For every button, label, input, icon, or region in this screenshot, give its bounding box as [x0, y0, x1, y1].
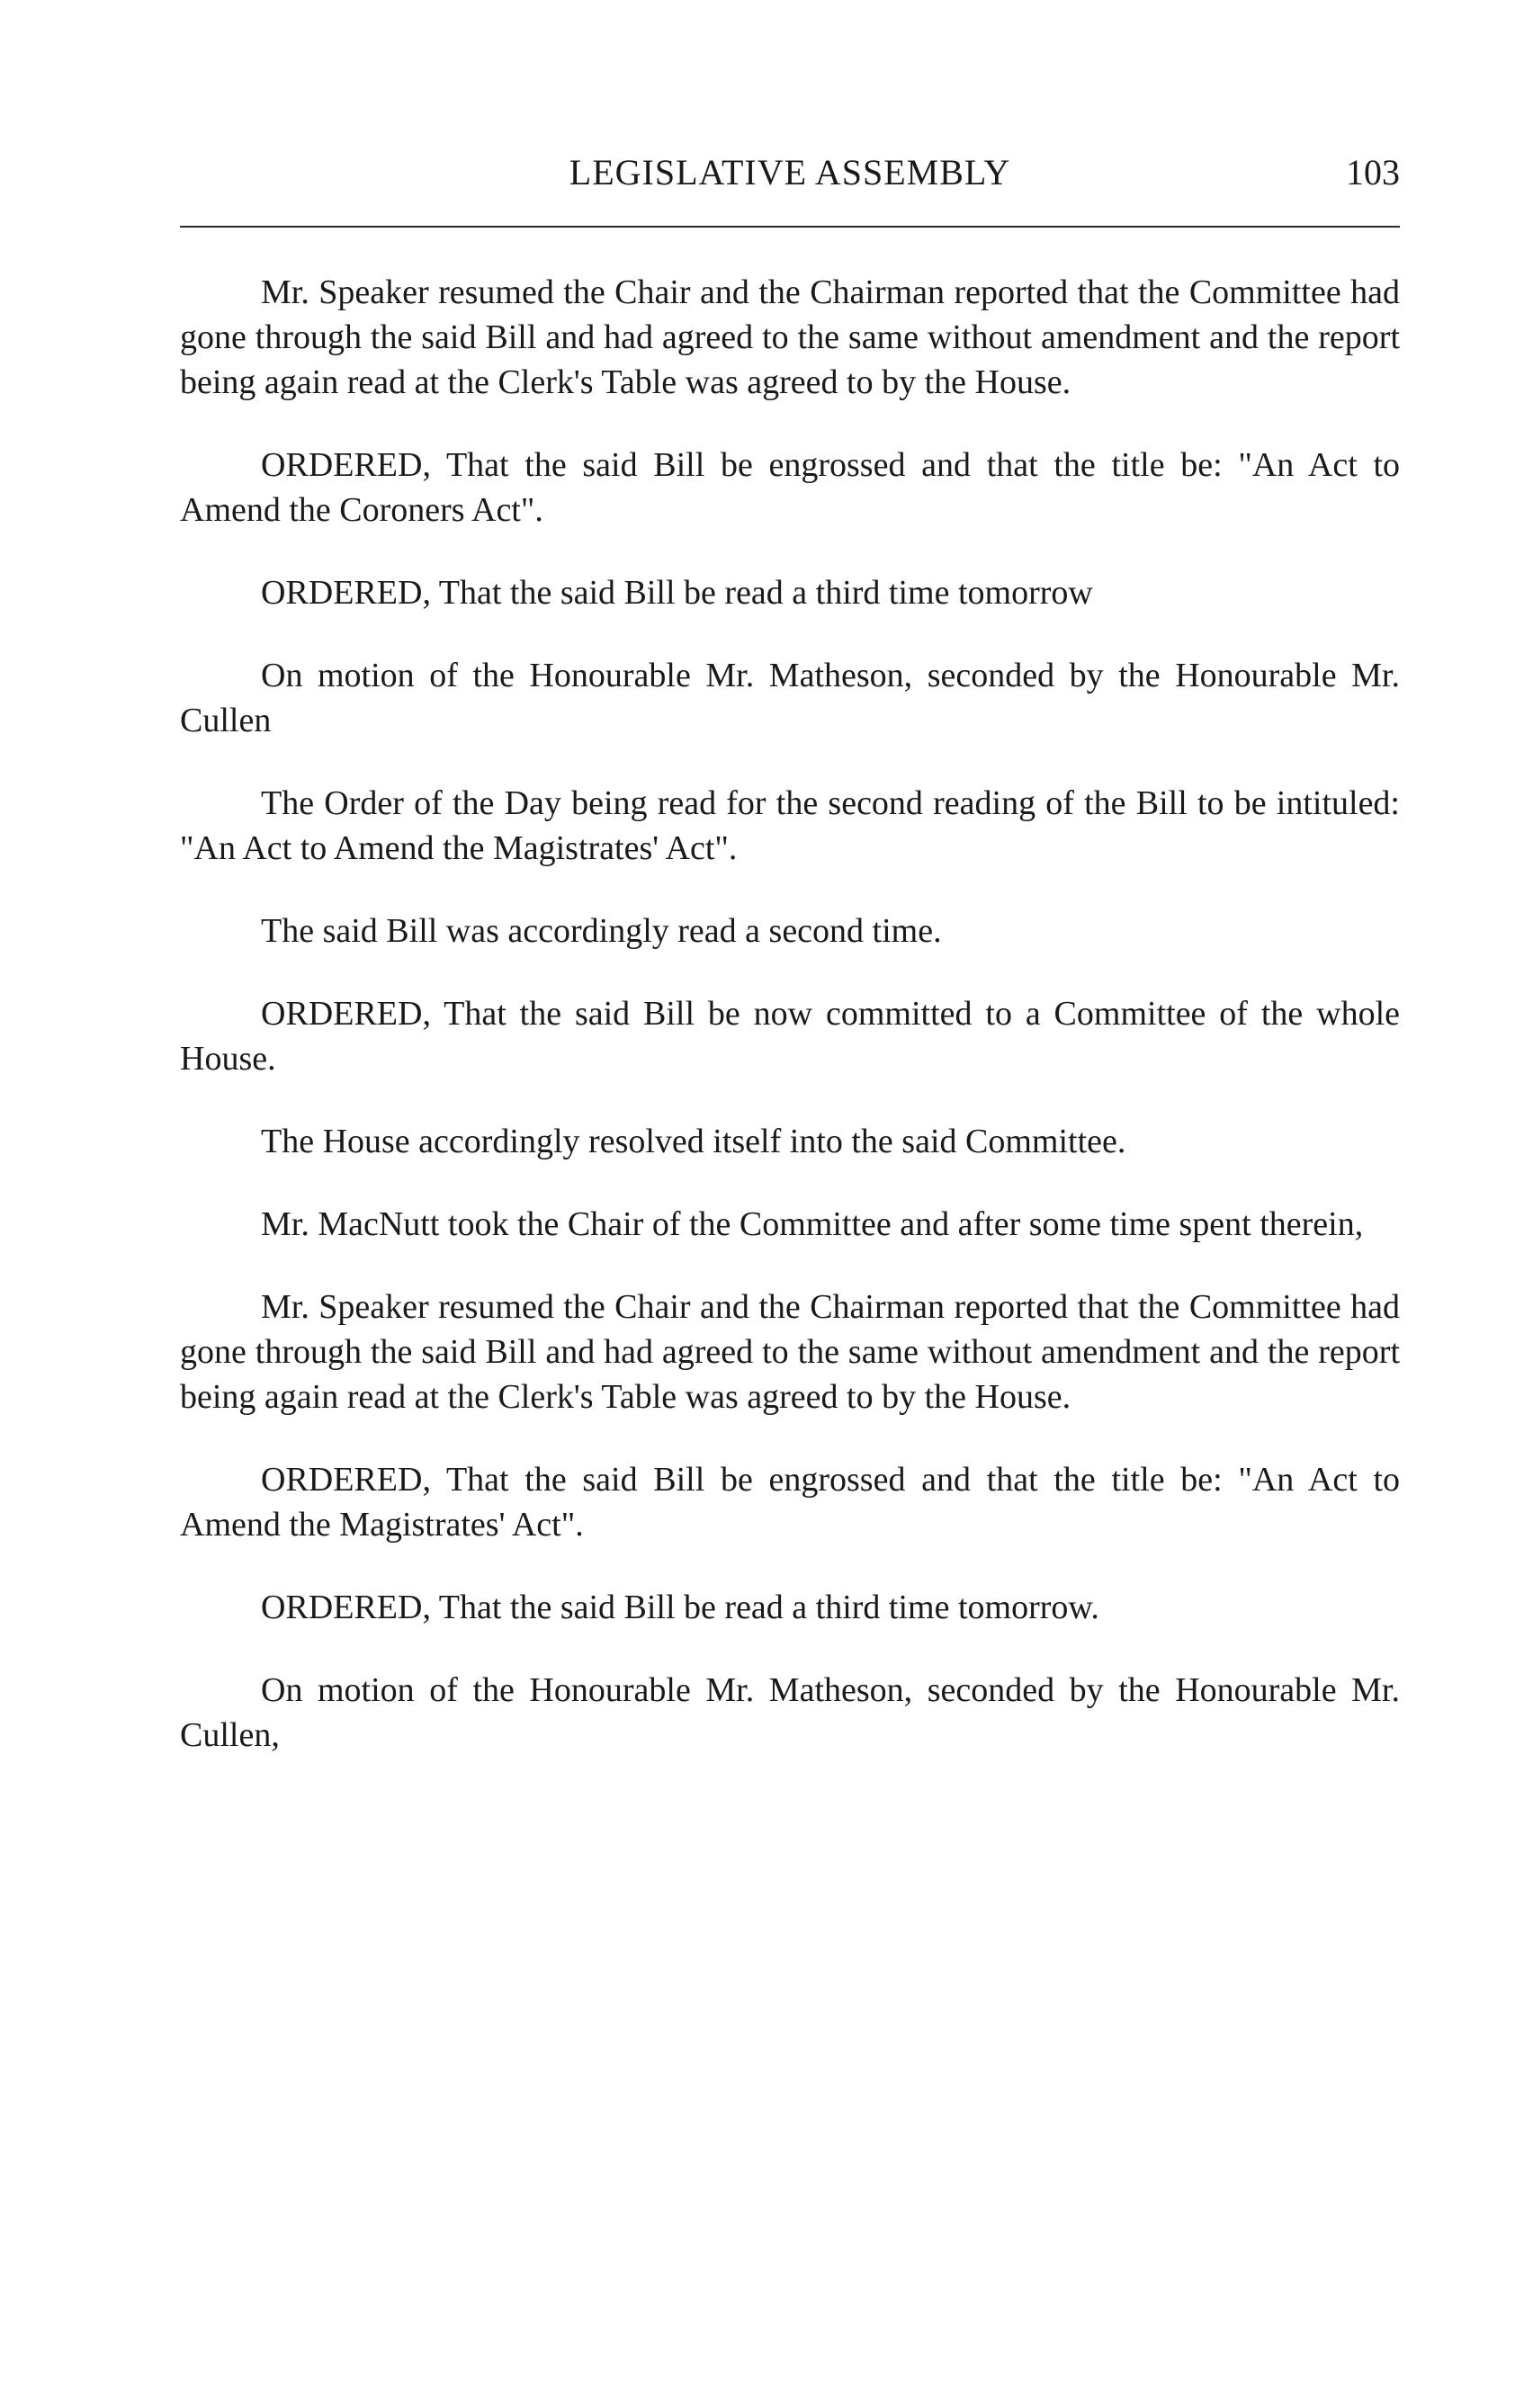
header-title: LEGISLATIVE ASSEMBLY — [569, 152, 1011, 192]
paragraph: ORDERED, That the said Bill be now committed to a Committee of the whole House. — [180, 995, 1400, 1078]
paragraph: ORDERED, That the said Bill be read a third time tomorrow. — [261, 1589, 1099, 1626]
running-header — [180, 151, 1400, 205]
paragraph: On motion of the Honourable Mr. Matheson, seconded by the Honourable Mr. Cullen — [180, 657, 1400, 739]
paragraph: The Order of the Day being read for the second reading of the Bill to be intituled: "An Act to Amend the Magistrates' Act". — [180, 784, 1400, 867]
paragraph: The said Bill was accordingly read a second time. — [261, 912, 942, 950]
paragraph: On motion of the Honourable Mr. Matheson, seconded by the Honourable Mr. Cullen, — [180, 1671, 1400, 1754]
paragraph: ORDERED, That the said Bill be engrossed and that the title be: "An Act to Amend the Coroners Act". — [180, 446, 1400, 529]
header-rule — [180, 226, 1400, 228]
paragraph: Mr. Speaker resumed the Chair and the Chairman reported that the Committee had gone through the said Bill and had agreed to the same without amendment and the report being again read at the Clerk's Table was agreed to by the House. — [180, 273, 1400, 401]
page-number: 103 — [1346, 152, 1400, 192]
paragraph: ORDERED, That the said Bill be read a third time tomorrow — [261, 574, 1093, 612]
paragraph: ORDERED, That the said Bill be engrossed and that the title be: "An Act to Amend the Magistrates' Act". — [180, 1461, 1400, 1544]
paragraph: The House accordingly resolved itself into the said Committee. — [261, 1123, 1126, 1160]
paragraph: Mr. MacNutt took the Chair of the Committee and after some time spent therein, — [261, 1205, 1364, 1243]
paragraph: Mr. Speaker resumed the Chair and the Chairman reported that the Committee had gone through the said Bill and had agreed to the same without amendment and the report being again read at the Clerk's Table was agreed to by the House. — [180, 1288, 1400, 1416]
body-text — [180, 270, 1400, 1795]
